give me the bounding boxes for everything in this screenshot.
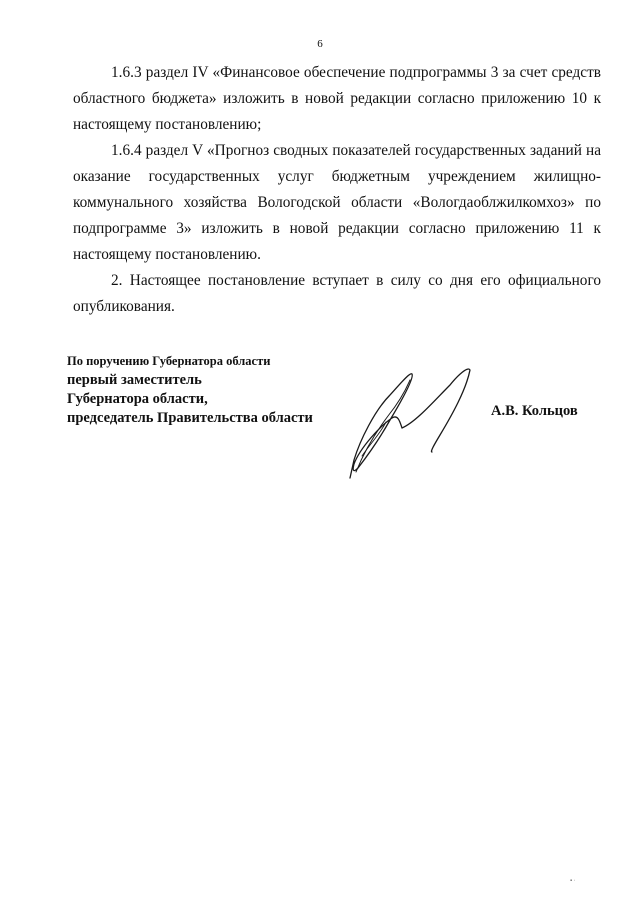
signatory-block — [67, 352, 313, 428]
position-line-3: председатель Правительства области — [67, 410, 313, 426]
paragraph-2: 2. Настоящее постановление вступает в силу со дня его официального опубликования. — [73, 272, 601, 315]
paragraph-1-6-3: 1.6.3 раздел IV «Финансовое обеспечение подпрограммы 3 за счет средств областного бюджета» изложить в новой редакции согласно приложению 10 к настоящему постановлению; — [73, 64, 601, 133]
scan-mark-bottom: ▪ · — [570, 878, 576, 884]
signer-name: А.В. Кольцов — [491, 403, 578, 419]
scan-mark — [556, 0, 578, 3]
position-line-1: первый заместитель — [67, 372, 202, 388]
page-number: 6 — [317, 38, 323, 50]
position-line-2: Губернатора области, — [67, 391, 208, 407]
handwritten-signature — [340, 360, 490, 485]
on-behalf-line: По поручению Губернатора области — [67, 354, 271, 368]
document-body — [73, 60, 601, 320]
paragraph-1-6-4: 1.6.4 раздел V «Прогноз сводных показателей государственных заданий на оказание государственных услуг бюджетным учреждением жилищно-коммунального хозяйства Вологодской области «Вологдаоблжилкомхоз» по подпрограмме 3» изложить в новой редакции согласно приложению 11 к настоящему постановлению. — [73, 142, 601, 263]
